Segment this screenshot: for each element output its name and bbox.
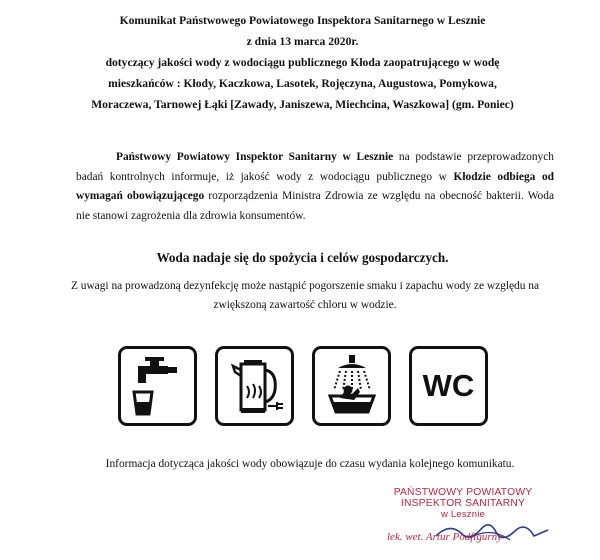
official-stamp	[378, 487, 548, 520]
header-line-4: mieszkańców : Kłody, Kaczkowa, Lasotek, Rojęczyna, Augustowa, Pomykowa,	[108, 77, 497, 90]
announcement-header	[40, 10, 565, 115]
header-line-1: Komunikat Państwowego Powiatowego Inspektora Sanitarnego w Lesznie	[119, 14, 486, 27]
electric-kettle-icon	[221, 352, 289, 420]
shower-bath-icon	[318, 352, 386, 420]
usage-icons-row	[118, 346, 488, 426]
wc-icon: WC	[422, 368, 475, 403]
header-line-2: z dnia 13 marca 2020r.	[246, 35, 359, 48]
chlorine-note: Z uwagi na prowadzoną dezynfekcję może nastąpić pogorszenie smaku i zapachu wody ze względu na zwiększoną zawartość chloru w wodzie.	[70, 280, 540, 311]
shower-icon-box	[312, 346, 391, 426]
body-text-2: rozporządzenia Ministra Zdrowia ze względu na obecność bakterii. Woda nie stanowi zagrożenia dla zdrowia konsumentów.	[76, 190, 554, 222]
drinking-water-tap-icon	[124, 352, 192, 420]
stamp-line-2: INSPEKTOR SANITARNY	[400, 498, 526, 509]
authority-name: Państwowy Powiatowy Inspektor Sanitarny w Lesznie	[116, 151, 394, 163]
stamp-line-3: w Lesznie	[440, 509, 486, 520]
body-paragraph	[76, 148, 554, 226]
stamp-line-1: PAŃSTWOWY POWIATOWY	[393, 487, 533, 498]
verdict-heading: Woda nadaje się do spożycia i celów gospodarczych.	[156, 250, 449, 265]
validity-footer: Informacja dotycząca jakości wody obowiązuje do czasu wydania kolejnego komunikatu.	[105, 458, 515, 470]
signatory-name: lek. wet. Artur Podfigurny	[387, 531, 502, 543]
wc-icon-box	[409, 346, 488, 426]
header-line-3: dotyczący jakości wody z wodociągu publicznego Kłoda zaopatrującego w wodę	[105, 56, 500, 69]
body-text-1: na podstawie przeprowadzonych badań kontrolnych informuje, iż jakość wody z wodociągu publicznego w	[76, 151, 554, 183]
body-emphasis: Kłodzie odbiega od wymagań obowiązującego	[76, 170, 554, 202]
header-line-5: Moraczewa, Tarnowej Łąki [Zawady, Janiszewa, Miechcina, Waszkowa] (gm. Poniec)	[91, 98, 514, 111]
tap-icon-box	[118, 346, 197, 426]
kettle-icon-box	[215, 346, 294, 426]
